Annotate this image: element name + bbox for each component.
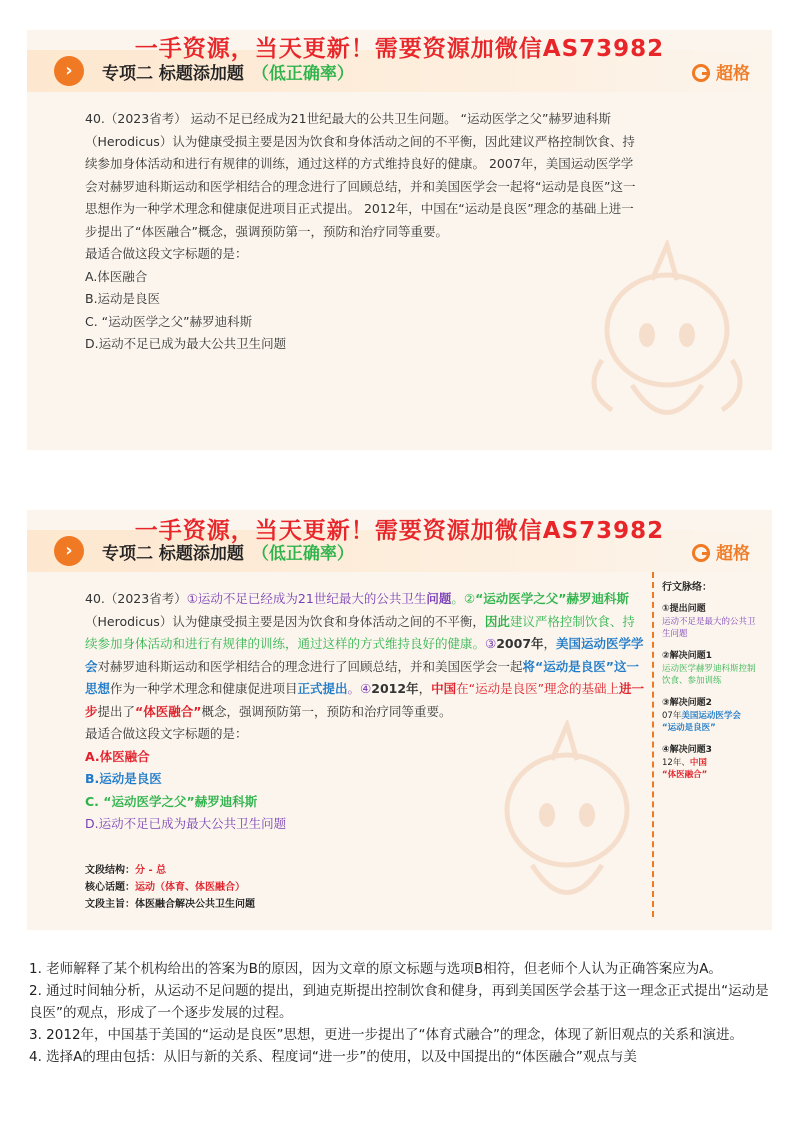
option-b: B.运动是良医 (85, 291, 161, 306)
question-prompt: 最适合做这段文字标题的是： (85, 246, 248, 261)
title-text: 专项二 标题添加题 (102, 544, 244, 564)
stem-2007: 2007年 (496, 636, 544, 651)
title-subtitle: （低正确率） (251, 544, 354, 564)
stem-text-1: （Herodicus）认为健康受损主要是因为饮食和身体活动之间的不平衡， (85, 613, 485, 629)
stem-year: 40.（2023省考） (85, 591, 187, 606)
teacher-notes (29, 958, 774, 1068)
stem-therefore: 因此 (484, 613, 510, 629)
note-1: 1. 老师解释了某个机构给出的答案为B的原因，因为文章的原文标题与选项B相符，但老师个人认为正确答案应为A。 (29, 961, 722, 977)
annotated-question (85, 588, 645, 836)
stem-marker-3: ③ (485, 636, 497, 651)
stem-text-2: 对赫罗迪科斯运动和医学相结合的理念进行了回顾总结，并和美国医学会一起 (97, 658, 523, 674)
step-4-heading: ④解决问题3 (662, 745, 712, 755)
stem-integration: “体医融合” (135, 703, 202, 719)
sidebar-title: 行文脉络： (662, 582, 712, 593)
stem-further: 进一步 (85, 681, 645, 719)
step-2-body: 运动医学赫罗迪科斯控制饮食、参加训练 (662, 664, 756, 686)
option-d: D.运动不足已成为最大公共卫生问题 (85, 816, 287, 831)
option-c: C. “运动医学之父”赫罗迪科斯 (85, 313, 253, 329)
option-a: A.体医融合 (85, 268, 148, 284)
stem-china: 中国 (431, 681, 457, 696)
annotated-stem (85, 588, 645, 723)
summary-main: 文段主旨：体医融合解决公共卫生问题 (85, 899, 255, 910)
stem-comma-2: ， (418, 681, 432, 696)
step-1-heading: ①提出问题 (662, 604, 706, 614)
arrow-icon: › (54, 536, 84, 566)
logo-text: 超格 (716, 64, 750, 84)
summary-structure: 文段结构：分 - 总 (85, 865, 167, 876)
option-c: C. “运动医学之父”赫罗迪科斯 (85, 793, 258, 809)
slide-question (27, 30, 772, 450)
note-4: 4. 选择A的理由包括：从旧与新的关系、程度词“进一步”的使用，以及中国提出的“体医融合”观点与美 (29, 1049, 637, 1065)
note-2: 2. 通过时间轴分析，从运动不足问题的提出，到迪克斯提出控制饮食和健身，再到美国医学会基于这一理念正式提出“运动是良医”的观点，形成了一个逐步发展的过程。 (29, 983, 769, 1021)
note-3: 3. 2012年，中国基于美国的“运动是良医”思想，更进一步提出了“体育式融合”的理念，体现了新旧观点的关系和演进。 (29, 1027, 744, 1043)
question-stem: 40.（2023省考） 运动不足已经成为21世纪最大的公共卫生问题。 “运动医学之父”赫罗迪科斯（Herodicus）认为健康受损主要是因为饮食和身体活动之间的不平衡，因此建议严格控制饮食、持续参加身体活动和进行有规律的训练，通过这样的方式维持良好的健康。 2007年，美国运动医学学会对赫罗迪科斯运动和医学相结合的理念进行了回顾总结，并和美国医学会一起将“运动是良医”这一思想作为一种学术理念和健康促进项目正式提出。 2012年，中国在“运动是良医”理念的基础上进一步提出了“体医融合”概念，强调预防第一，预防和治疗同等重要。 (85, 111, 636, 239)
stem-comma: ， (543, 636, 557, 651)
slide-analysis (27, 510, 772, 930)
question-prompt: 最适合做这段文字标题的是： (85, 726, 248, 741)
passage-summary (85, 862, 255, 913)
g-logo-icon (692, 64, 710, 82)
option-b: B.运动是良医 (85, 771, 162, 786)
step-1-body: 运动不足是最大的公共卫生问题 (662, 617, 756, 639)
stem-text-3: 作为一种学术理念和健康促进项目 (110, 681, 298, 696)
stem-father: “运动医学之父”赫罗迪科斯 (475, 591, 629, 606)
stem-advice: 建议严格控制饮食、持续参加身体活动和进行有规律的训练，通过这样的方式维持良好的健康。 (85, 613, 635, 651)
summary-topic: 核心话题：运动（体育、体医融合） (85, 882, 245, 893)
title-text: 专项二 标题添加题 (102, 64, 244, 84)
structure-sidebar (652, 572, 762, 917)
stem-problem-word: 问题 (426, 591, 452, 606)
g-logo-icon (692, 544, 710, 562)
logo-text: 超格 (716, 544, 750, 564)
option-d: D.运动不足已成为最大公共卫生问题 (85, 336, 287, 351)
stem-text-4: 概念，强调预防第一，预防和治疗同等重要。 (201, 703, 452, 719)
step-3-heading: ③解决问题2 (662, 698, 712, 708)
stem-marker-4: 。④ (347, 681, 372, 696)
question-block (85, 108, 645, 356)
step-2-heading: ②解决问题1 (662, 651, 712, 661)
option-a: A.体医融合 (85, 748, 150, 764)
stem-acsm: 美国运动医学学会 (85, 636, 644, 674)
stem-exercise-medicine: 将“运动是良医”这一思想 (85, 658, 639, 696)
stem-proposed: 提出了 (97, 703, 136, 719)
step-4-body: 12年、中国 “体医融合” (662, 758, 708, 780)
watermark: 一手资源，当天更新！需要资源加微信AS73982 (134, 518, 665, 544)
stem-2012: 2012年 (371, 681, 419, 696)
watermark: 一手资源，当天更新！需要资源加微信AS73982 (134, 36, 665, 62)
step-3-body: 07年美国运动医学会 “运动是良医” (662, 711, 741, 733)
stem-problem: ①运动不足已经成为21世纪最大的公共卫生 (186, 591, 427, 606)
stem-marker-2: 。② (451, 591, 476, 606)
stem-formally: 正式提出 (297, 681, 348, 696)
arrow-icon: › (54, 56, 84, 86)
stem-basis: 在“运动是良医”理念的基础上 (456, 681, 620, 696)
title-subtitle: （低正确率） (251, 64, 354, 84)
